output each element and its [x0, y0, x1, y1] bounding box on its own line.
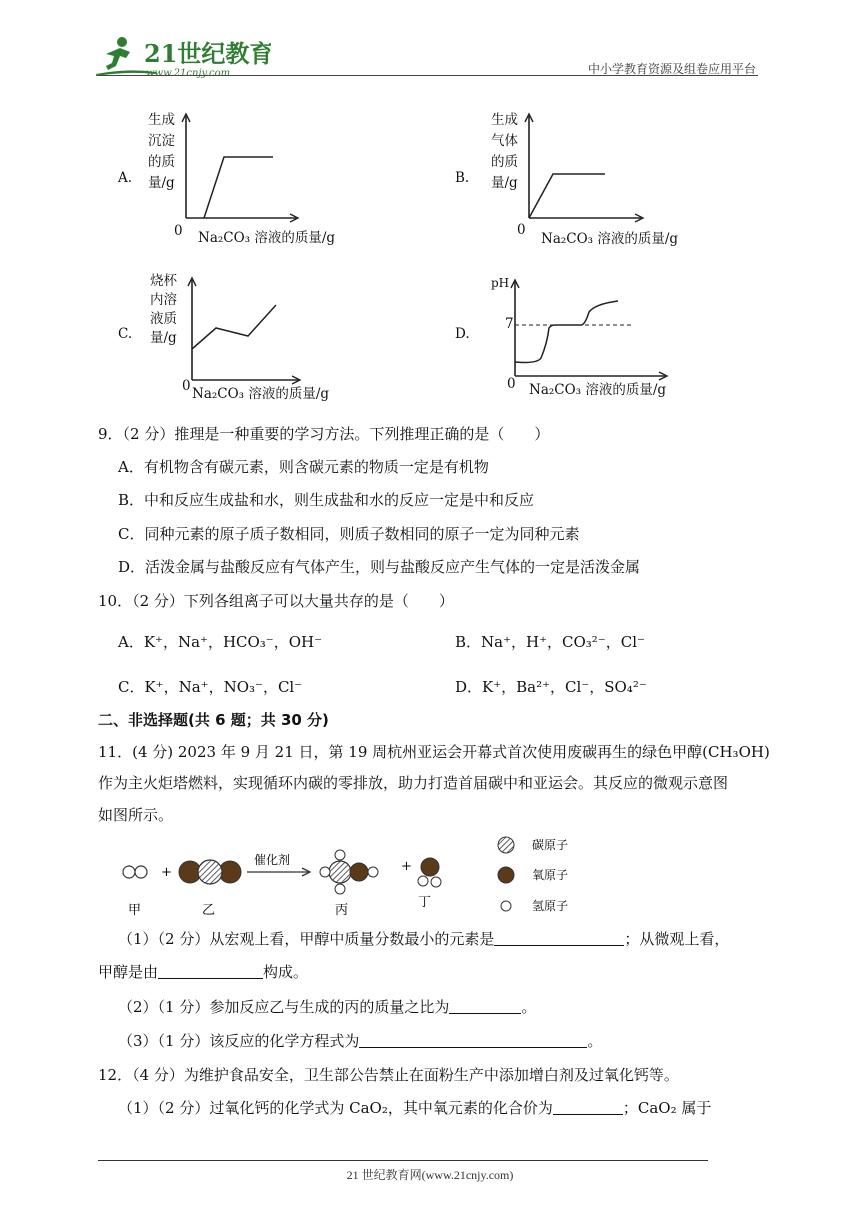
q10-option-c: C．K⁺，Na⁺，NO₃⁻，Cl⁻	[118, 678, 303, 696]
graph-b-xlabel: Na₂CO₃ 溶液的质量/g	[541, 231, 679, 247]
q9-stem: 9．（2 分）推理是一种重要的学习方法。下列推理正确的是（ ）	[98, 425, 550, 443]
graph-d-label: D.	[455, 326, 470, 342]
q9-option-a: A．有机物含有碳元素，则含碳元素的物质一定是有机物	[118, 458, 489, 476]
q11-line-3: 如图所示。	[98, 806, 174, 824]
q9-option-c: C．同种元素的原子质子数相同，则质子数相同的原子一定为同种元素	[118, 525, 580, 543]
graph-c-label: C.	[118, 326, 133, 342]
graph-a-ylabel: 生成 沉淀 的质 量/g	[148, 112, 175, 191]
answer-blank-1[interactable]	[494, 931, 624, 946]
graph-d-ph-7: 7	[505, 316, 514, 332]
label-yi: 乙	[202, 903, 216, 918]
q11-sub-3: （3）（1 分）该反应的化学方程式为 。	[118, 1032, 603, 1050]
site-logo	[96, 34, 271, 78]
graph-b-label: B.	[455, 170, 470, 186]
section-2-title: 二、非选择题(共 6 题；共 30 分)	[98, 711, 329, 729]
answer-blank-3[interactable]	[449, 999, 521, 1014]
label-bing: 丙	[335, 903, 349, 918]
logo-text: 21世纪教育	[144, 39, 271, 68]
graph-c-origin: 0	[182, 378, 191, 394]
q9-option-b: B．中和反应生成盐和水，则生成盐和水的反应一定是中和反应	[118, 491, 535, 509]
legend-hydrogen: 氢原子	[532, 899, 569, 913]
logo-url: www.21cnjy.com	[146, 68, 231, 78]
reaction-diagram	[118, 834, 598, 920]
graph-a-xlabel: Na₂CO₃ 溶液的质量/g	[198, 230, 336, 246]
graph-b-origin: 0	[517, 222, 526, 238]
graph-b-ylabel: 生成 气体 的质 量/g	[491, 112, 518, 191]
graph-a-label: A.	[118, 170, 133, 186]
answer-blank-4[interactable]	[359, 1033, 587, 1048]
label-jia: 甲	[128, 903, 142, 918]
graph-c	[118, 272, 378, 407]
graph-a-origin: 0	[174, 223, 183, 239]
q10-option-b: B．Na⁺，H⁺，CO₃²⁻，Cl⁻	[455, 633, 645, 651]
q9-option-d: D．活泼金属与盐酸反应有气体产生，则与盐酸反应产生气体的一定是活泼金属	[118, 558, 641, 576]
catalyst-label: 催化剂	[254, 853, 291, 867]
footer-divider	[98, 1160, 708, 1161]
header-divider	[98, 75, 758, 76]
q11-sub-2: （2）（1 分）参加反应乙与生成的丙的质量之比为 。	[118, 998, 537, 1016]
q12-sub-1: （1）（2 分）过氧化钙的化学式为 CaO₂，其中氧元素的化合价为 ；CaO₂ 属于	[118, 1099, 712, 1117]
svg-text:+: +	[161, 865, 172, 880]
q10-option-d: D．K⁺，Ba²⁺，Cl⁻，SO₄²⁻	[455, 678, 647, 696]
label-ding: 丁	[418, 895, 432, 910]
q11-line-2: 作为主火炬塔燃料，实现循环内碳的零排放，助力打造首届碳中和亚运会。其反应的微观示意图	[98, 774, 729, 792]
platform-title: 中小学教育资源及组卷应用平台	[587, 62, 756, 76]
graph-d-origin: 0	[507, 376, 516, 392]
legend-carbon: 碳原子	[532, 838, 569, 852]
graph-a	[118, 110, 378, 250]
q10-stem: 10．（2 分）下列各组离子可以大量共存的是（ ）	[98, 592, 454, 610]
graph-d-xlabel: Na₂CO₃ 溶液的质量/g	[529, 382, 667, 398]
q12-line-1: 12．（4 分）为维护食品安全，卫生部公告禁止在面粉生产中添加增白剂及过氧化钙等。	[98, 1066, 679, 1084]
answer-blank-5[interactable]	[553, 1100, 623, 1115]
graph-b	[455, 110, 715, 250]
legend-oxygen: 氧原子	[532, 868, 569, 882]
q10-option-a: A．K⁺，Na⁺，HCO₃⁻，OH⁻	[118, 633, 323, 651]
answer-blank-2[interactable]	[158, 964, 263, 979]
graph-d	[455, 272, 715, 407]
q11-line-1: 11．(4 分) 2023 年 9 月 21 日，第 19 周杭州亚运会开幕式首次使用废碳再生的绿色甲醇(CH₃OH)	[98, 743, 770, 761]
graph-c-xlabel: Na₂CO₃ 溶液的质量/g	[192, 386, 330, 402]
graph-d-ylabel: pH	[491, 276, 510, 290]
reaction-diagram-svg	[118, 834, 598, 920]
svg-text:+: +	[401, 859, 412, 874]
graph-c-ylabel: 烧杯 内溶 液质 量/g	[150, 273, 177, 346]
q11-sub-1-cont: 甲醇是由 构成。	[98, 963, 309, 981]
q11-sub-1: （1）（2 分）从宏观上看，甲醇中质量分数最小的元素是 ；从微观上看，	[118, 930, 730, 948]
footer-text: 21 世纪教育网(www.21cnjy.com)	[346, 1168, 514, 1182]
